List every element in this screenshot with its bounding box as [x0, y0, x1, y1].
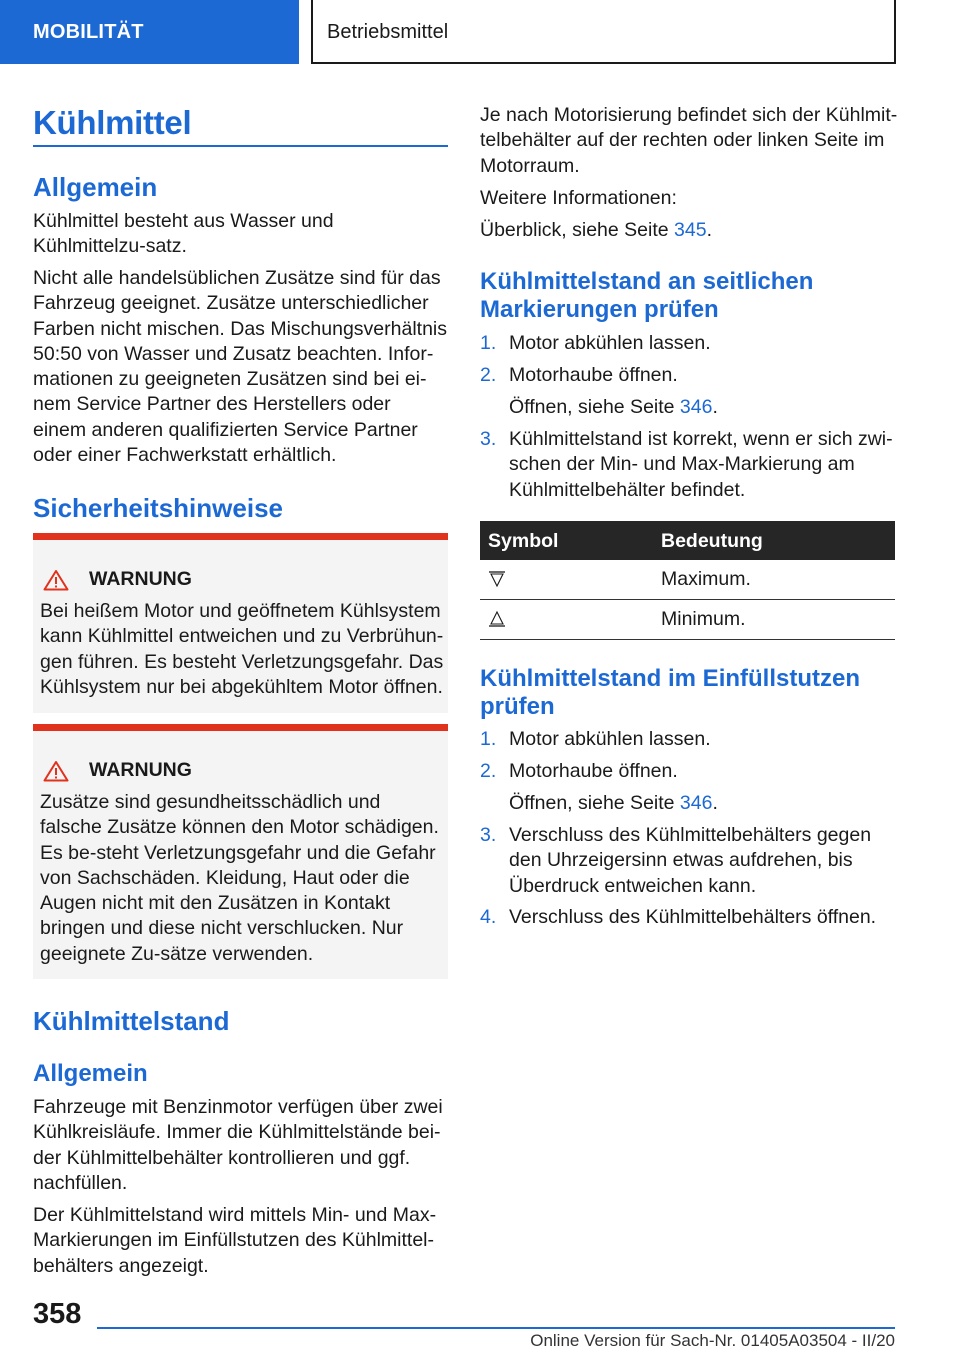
page-number: 358: [33, 1298, 82, 1330]
heading-allgemein: Allgemein: [33, 172, 158, 202]
warning-label: WARNUNG: [89, 759, 192, 781]
page-link-346[interactable]: 346: [679, 396, 713, 418]
ref-prefix: Öffnen, siehe Seite: [509, 792, 680, 814]
table-header: [480, 521, 895, 560]
warning-text: Bei heißem Motor und geöffnetem Kühlsystem kann Kühlmittel entweichen und zu Verbrühun-gen führen. Es besteht Verletzungsgefahr. Das Kühlsystem nur bei abgekühltem Motor öffnen.: [40, 600, 444, 698]
page-link-346[interactable]: 346: [679, 792, 713, 814]
step-number: 3.: [480, 428, 497, 450]
section-tab: MOBILITÄT: [0, 0, 299, 64]
ref-suffix: .: [706, 219, 712, 241]
paragraph-allgemein-1: Kühlmittel besteht aus Wasser und Kühlmittelzu-satz.: [33, 210, 334, 258]
heading-side-markers: Kühlmittelstand an seitlichen Markierungen prüfen: [480, 268, 814, 323]
page-link-345[interactable]: 345: [674, 219, 707, 241]
step-text: Motorhaube öffnen.: [509, 760, 678, 782]
ref-prefix: Überblick, siehe Seite: [480, 219, 675, 241]
warning-triangle-icon: [43, 760, 69, 782]
warning-box-2: [33, 724, 448, 979]
ref-suffix: .: [712, 792, 718, 814]
chapter-title: Betriebsmittel: [311, 0, 896, 64]
step-text: Kühlmittelstand ist korrekt, wenn er sich zwi-schen der Min- und Max-Markierung am Kühlmittelbehälter befindet.: [509, 428, 893, 501]
step-text: Motorhaube öffnen.: [509, 364, 678, 386]
step-number: 3.: [480, 824, 497, 846]
symbol-table: [480, 521, 895, 640]
column-header-meaning: Bedeutung: [661, 530, 763, 552]
column-header-symbol: Symbol: [488, 530, 559, 552]
footer-rule: [97, 1327, 895, 1329]
step-reference: [509, 395, 718, 420]
table-row: [480, 600, 895, 640]
step-number: 1.: [480, 332, 497, 354]
paragraph-overview-ref: [480, 218, 895, 243]
step-number: 4.: [480, 906, 497, 928]
warning-text: Zusätze sind gesundheitsschädlich und falsche Zusätze können den Motor schädigen. Es be-steht Verletzungsgefahr und die Gefahr von Sachschäden. Kleidung, Haut oder die Augen nicht mit den Zusätzen in Kontakt bringen und diese nicht verschlucken. Nur geeignete Zu-sätze verwenden.: [40, 791, 439, 965]
paragraph-level-1: Fahrzeuge mit Benzinmotor verfügen über zwei Kühlkreisläufe. Immer die Kühlmittelstände bei-der Kühlmittelbehälter kontrollieren und ggf. nachfüllen.: [33, 1096, 443, 1194]
warning-triangle-icon: [43, 569, 69, 591]
step-number: 2.: [480, 760, 497, 782]
footer-text: Online Version für Sach-Nr. 01405A03504 - II/20: [530, 1331, 895, 1350]
ref-prefix: Öffnen, siehe Seite: [509, 396, 680, 418]
max-marker-icon: [488, 570, 506, 588]
paragraph-level-2: Der Kühlmittelstand wird mittels Min- und Max-Markierungen im Einfüllstutzen des Kühlmittel-behälters angezeigt.: [33, 1204, 437, 1277]
step-text: Motor abkühlen lassen.: [509, 332, 711, 354]
heading-coolant-level: Kühlmittelstand: [33, 1006, 230, 1036]
step-text: Verschluss des Kühlmittelbehälters gegen den Uhrzeigersinn etwas aufdrehen, bis Überdruck entweichen kann.: [509, 824, 872, 897]
heading-filler-neck: Kühlmittelstand im Einfüllstutzen prüfen: [480, 665, 861, 720]
meaning-text: Maximum.: [661, 568, 751, 590]
step-reference: [509, 791, 718, 816]
subheading-allgemein: Allgemein: [33, 1060, 148, 1087]
paragraph-allgemein-2: Nicht alle handelsüblichen Zusätze sind für das Fahrzeug geeignet. Zusätze unterschiedlicher Farben nicht mischen. Das Mischungsverhältnis 50:50 von Wasser und Zusatz beachten. Infor-mationen zu geeigneten Zusätzen sind bei ei-nem Service Partner des Herstellers oder einem anderen qualifizierten Service Partner oder einer Fachwerkstatt erhältlich.: [33, 267, 448, 467]
title-rule: [33, 145, 448, 147]
step-text: Verschluss des Kühlmittelbehälters öffnen.: [509, 906, 877, 928]
page-title: Kühlmittel: [33, 104, 192, 141]
paragraph-more-info: Weitere Informationen:: [480, 187, 677, 209]
heading-safety: Sicherheitshinweise: [33, 493, 283, 523]
paragraph-intro: Je nach Motorisierung befindet sich der Kühlmit-telbehälter auf der rechten oder linken Seite im Motorraum.: [480, 104, 898, 177]
table-row: [480, 560, 895, 600]
min-marker-icon: [488, 610, 506, 628]
ref-suffix: .: [712, 396, 718, 418]
warning-box-1: [33, 533, 448, 713]
meaning-text: Minimum.: [661, 608, 746, 630]
warning-label: WARNUNG: [89, 568, 192, 590]
step-text: Motor abkühlen lassen.: [509, 728, 711, 750]
step-number: 2.: [480, 364, 497, 386]
step-number: 1.: [480, 728, 497, 750]
